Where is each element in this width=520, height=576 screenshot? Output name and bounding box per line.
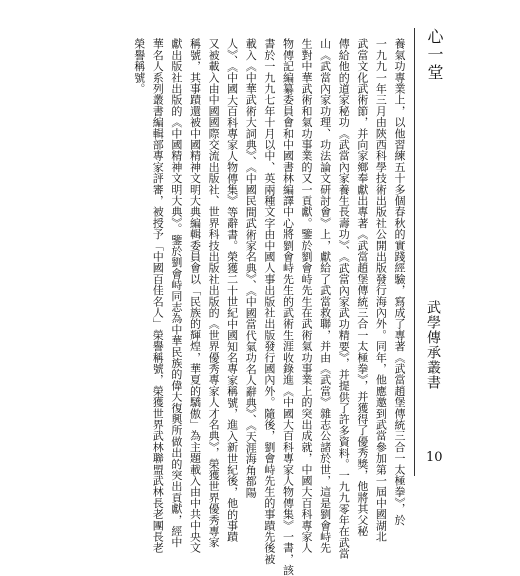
text-column: 物傳記編纂委員會和中國書林編譯中心將劉會峙先生的武術生涯收錄進《中國大百科專家人物傳集》一書，該: [281, 38, 295, 576]
publisher-name: 心一堂: [425, 28, 444, 82]
text-column: 榮譽稱號。: [132, 38, 146, 94]
text-column: 人》、《中國大百科專家人物傳集》等辭書。榮獲二十世紀中國知名專家稱號，進入新世紀後，他的事蹟: [225, 38, 239, 543]
text-column: 山《武當內家功理、功法論文研討會》上，獻給了武當救聯，并由《武當》雜志公諸於世，這是劉會峙先: [318, 38, 332, 554]
text-column: 載入《中華武術大詞典》、《中國民間武術家名典》、《中國當代氣功名人辭典》、《天涯海角都陽: [244, 38, 258, 498]
text-column: 武當文化武術節，并向家鄉奉獻出專著《武當趙堡傳統三合一太極拳》，并獲得了優秀獎，他將其父秘: [355, 38, 369, 537]
text-column: 生對中華武術和氣功事業的又一貢獻。鑒於劉會峙先生在武術氣功事業上的突出成就，中國大百科專家人: [300, 38, 314, 554]
series-title: 武學傳承叢書: [425, 300, 441, 390]
text-column: 養氣功專業上，以他習練五十多個春秋的實踐經驗，寫成了專著《武當趙堡傳統三合一太極拳》，於: [393, 38, 406, 526]
body-text: [70, 38, 408, 576]
text-column: 獻出版社出版的《中國精神文明大典》。鑒於劉會峙同志為中華民族的偉大復興所做出的突出貢獻，經中: [169, 38, 183, 548]
text-column: 華名人系列叢書編輯部專家評審，被授予「中國百佳名人」榮譽稱號，榮獲世界武林聯盟武林長老團長老: [151, 38, 165, 554]
header-divider: [414, 28, 415, 476]
text-column: 傳給他的道家秘功《武當內家養生長壽功》、《武當內家武功精要》，并提供了許多資料。一九九零年在武當: [337, 38, 351, 560]
text-column: 又被載入由中國國際交流出版社、世界科技出版社出版的《世界優秀專家人才名典》，榮獲世界優秀專家: [207, 38, 221, 548]
text-column: 一九九一年三月由陝西科學技術出版社公開出版發行海內外。同年，他應邀到武當參加第一屆中國湖北: [374, 38, 388, 542]
page-number: 10: [426, 450, 443, 465]
text-column: 書於一九九七年十月以中、英兩種文字由中國人事出版社出版發行國內外。隨後，劉會峙先生的事蹟先後被: [262, 38, 276, 565]
text-column: 稱號，其事蹟還被中國精神文明大典編輯委員會以「民族的輝煌，華夏的驕傲」為主題載入由中共中央文: [188, 38, 202, 554]
